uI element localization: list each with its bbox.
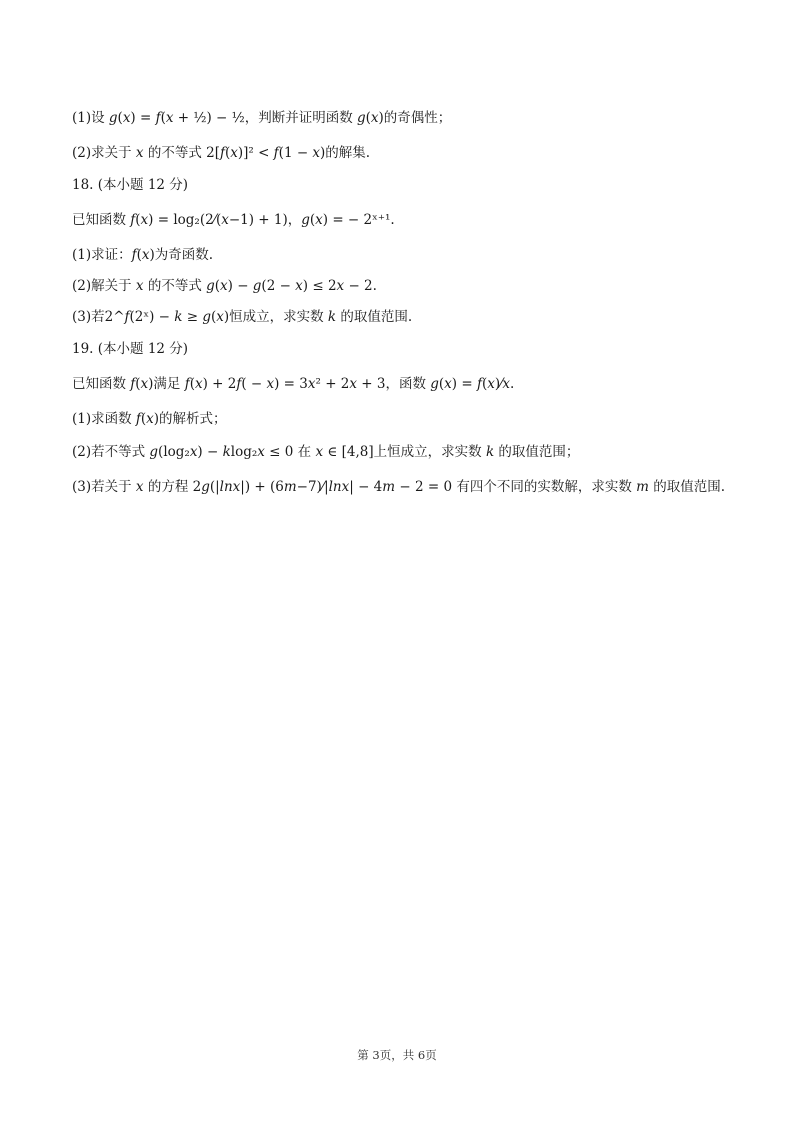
q17-part1: (1)设 𝑔(𝑥) = 𝑓(𝑥 + ½) − ½，判断并证明函数 𝑔(𝑥)的奇偶性； bbox=[72, 110, 452, 126]
q19-heading: 19. (本小题 12 分) bbox=[72, 341, 189, 357]
q18-part3: (3)若2^𝑓(2ˣ) − 𝑘 ≥ 𝑔(𝑥)恒成立，求实数 𝑘 的取值范围. bbox=[72, 309, 413, 325]
q19-part3: (3)若关于 𝑥 的方程 2𝑔(|𝑙𝑛𝑥|) + (6𝑚−7)⁄|𝑙𝑛𝑥| − 4𝑚 − 2 = 0 有四个不同的实数解，求实数 𝑚 的取值范围. bbox=[72, 479, 726, 495]
q18-stem: 已知函数 𝑓(𝑥) = log₂(2⁄(𝑥−1) + 1)，𝑔(𝑥) = − 2ˣ⁺¹. bbox=[72, 212, 395, 228]
q19-part1: (1)求函数 𝑓(𝑥)的解析式； bbox=[72, 411, 227, 427]
q18-part2: (2)解关于 𝑥 的不等式 𝑔(𝑥) − 𝑔(2 − 𝑥) ≤ 2𝑥 − 2. bbox=[72, 278, 377, 294]
q19-part2: (2)若不等式 𝑔(log₂𝑥) − 𝑘log₂𝑥 ≤ 0 在 𝑥 ∈ [4,8]上恒成立，求实数 𝑘 的取值范围； bbox=[72, 444, 580, 460]
q18-heading: 18. (本小题 12 分) bbox=[72, 177, 189, 193]
q18-part1: (1)求证：𝑓(𝑥)为奇函数. bbox=[72, 247, 214, 263]
q17-part2: (2)求关于 𝑥 的不等式 2[𝑓(𝑥)]² < 𝑓(1 − 𝑥)的解集. bbox=[72, 145, 371, 161]
q19-stem: 已知函数 𝑓(𝑥)满足 𝑓(𝑥) + 2𝑓( − 𝑥) = 3𝑥² + 2𝑥 + 3，函数 𝑔(𝑥) = 𝑓(𝑥)⁄𝑥. bbox=[72, 376, 515, 392]
page-footer: 第 3页，共 6页 bbox=[357, 1048, 437, 1062]
